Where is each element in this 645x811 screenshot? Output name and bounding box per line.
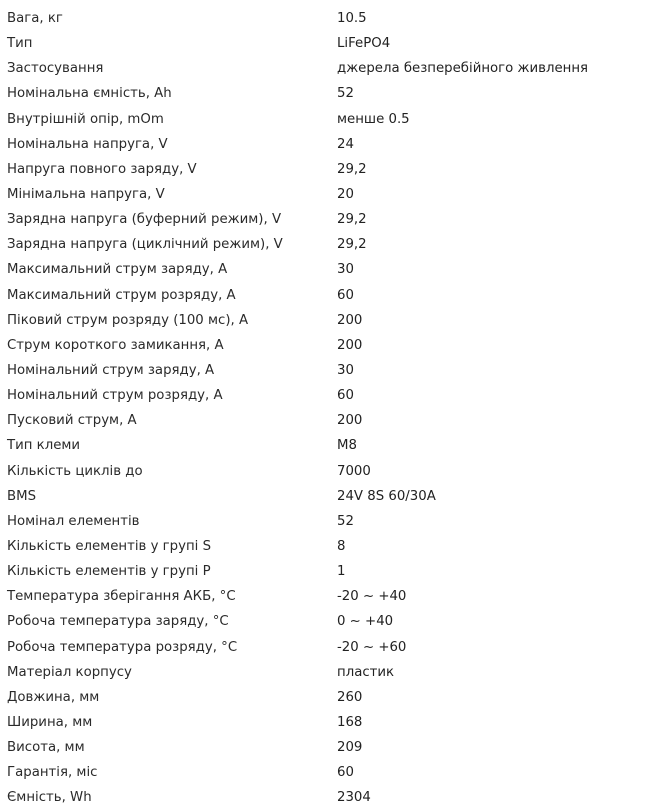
spec-label: Температура зберігання АКБ, °C [7,589,236,605]
spec-row [0,132,645,157]
spec-label: Робоча температура заряду, °C [7,614,229,630]
spec-value: -20 ~ +60 [337,639,407,655]
spec-row [0,157,645,182]
spec-label: Внутрішній опір, mOm [7,111,164,127]
spec-value: LiFePO4 [337,36,391,52]
spec-row [0,56,645,81]
spec-value: 30 [337,363,354,379]
spec-label: Номінальний струм розряду, А [7,388,223,404]
spec-value: менше 0.5 [337,111,410,127]
spec-value: 7000 [337,463,371,479]
spec-value: 30 [337,262,354,278]
spec-label: Номінальна ємність, Ah [7,86,172,102]
spec-label: Робоча температура розряду, °C [7,639,238,655]
spec-value: 209 [337,740,363,756]
spec-value: 0 ~ +40 [337,614,394,630]
spec-label: Піковий струм розряду (100 мс), А [7,312,249,328]
spec-label: BMS [7,488,37,504]
spec-row [0,283,645,308]
spec-value: M8 [337,438,357,454]
spec-row [0,383,645,408]
spec-label: Гарантія, міс [7,765,98,781]
spec-row [0,182,645,207]
spec-value: 20 [337,187,354,203]
spec-label: Кількість елементів у групі P [7,564,211,580]
spec-row [0,685,645,710]
spec-row [0,31,645,56]
spec-row [0,760,645,785]
spec-row [0,433,645,458]
spec-value: 200 [337,337,363,353]
spec-value: 29,2 [337,161,367,177]
spec-row [0,559,645,584]
spec-row [0,735,645,760]
spec-row [0,484,645,509]
spec-value: джерела безперебійного живлення [337,61,589,77]
spec-value: 60 [337,388,354,404]
spec-row [0,81,645,106]
spec-value: 29,2 [337,237,367,253]
spec-label: Застосування [7,61,104,77]
spec-row [0,509,645,534]
spec-row [0,257,645,282]
spec-row [0,534,645,559]
spec-value: 60 [337,287,354,303]
spec-row [0,710,645,735]
spec-row [0,333,645,358]
spec-row [0,207,645,232]
spec-row [0,635,645,660]
spec-value: 60 [337,765,354,781]
spec-label: Кількість елементів у групі S [7,539,212,555]
spec-label: Вага, кг [7,11,63,27]
spec-value: 260 [337,689,363,705]
spec-value: 52 [337,513,354,529]
spec-label: Тип [7,36,33,52]
spec-label: Напруга повного заряду, V [7,161,197,177]
spec-value: 29,2 [337,212,367,228]
spec-row [0,660,645,685]
spec-row [0,358,645,383]
spec-value: -20 ~ +40 [337,589,407,605]
spec-value: 200 [337,413,363,429]
spec-row [0,584,645,609]
spec-label: Матеріал корпусу [7,664,132,680]
spec-value: 168 [337,715,363,730]
spec-value: 8 [337,539,346,555]
spec-row [0,408,645,433]
spec-label: Пусковий струм, А [7,413,137,429]
spec-value: пластик [337,664,395,680]
spec-label: Тип клеми [7,438,81,454]
spec-row [0,308,645,333]
spec-row [0,609,645,634]
spec-label: Максимальний струм заряду, А [7,262,228,278]
spec-label: Номінальна напруга, V [7,136,168,152]
spec-label: Номінал елементів [7,513,140,529]
spec-label: Висота, мм [7,740,85,756]
spec-value: 2304 [337,790,371,806]
spec-value: 200 [337,312,363,328]
spec-label: Ємність, Wh [7,790,92,806]
spec-value: 24V 8S 60/30A [337,488,436,504]
spec-label: Ширина, мм [7,715,93,730]
spec-row [0,107,645,132]
spec-value: 24 [337,136,354,152]
spec-label: Струм короткого замикання, А [7,337,224,353]
spec-value: 10.5 [337,11,367,27]
spec-label: Мінімальна напруга, V [7,187,165,203]
spec-label: Зарядна напруга (циклічний режим), V [7,237,283,253]
spec-value: 52 [337,86,354,102]
spec-row [0,459,645,484]
spec-label: Зарядна напруга (буферний режим), V [7,212,282,228]
spec-label: Довжина, мм [7,689,100,705]
spec-row [0,232,645,257]
spec-label: Кількість циклів до [7,463,143,479]
spec-row [0,785,645,810]
spec-value: 1 [337,564,346,580]
spec-label: Номінальний струм заряду, А [7,363,215,379]
spec-label: Максимальний струм розряду, А [7,287,236,303]
spec-row [0,6,645,31]
